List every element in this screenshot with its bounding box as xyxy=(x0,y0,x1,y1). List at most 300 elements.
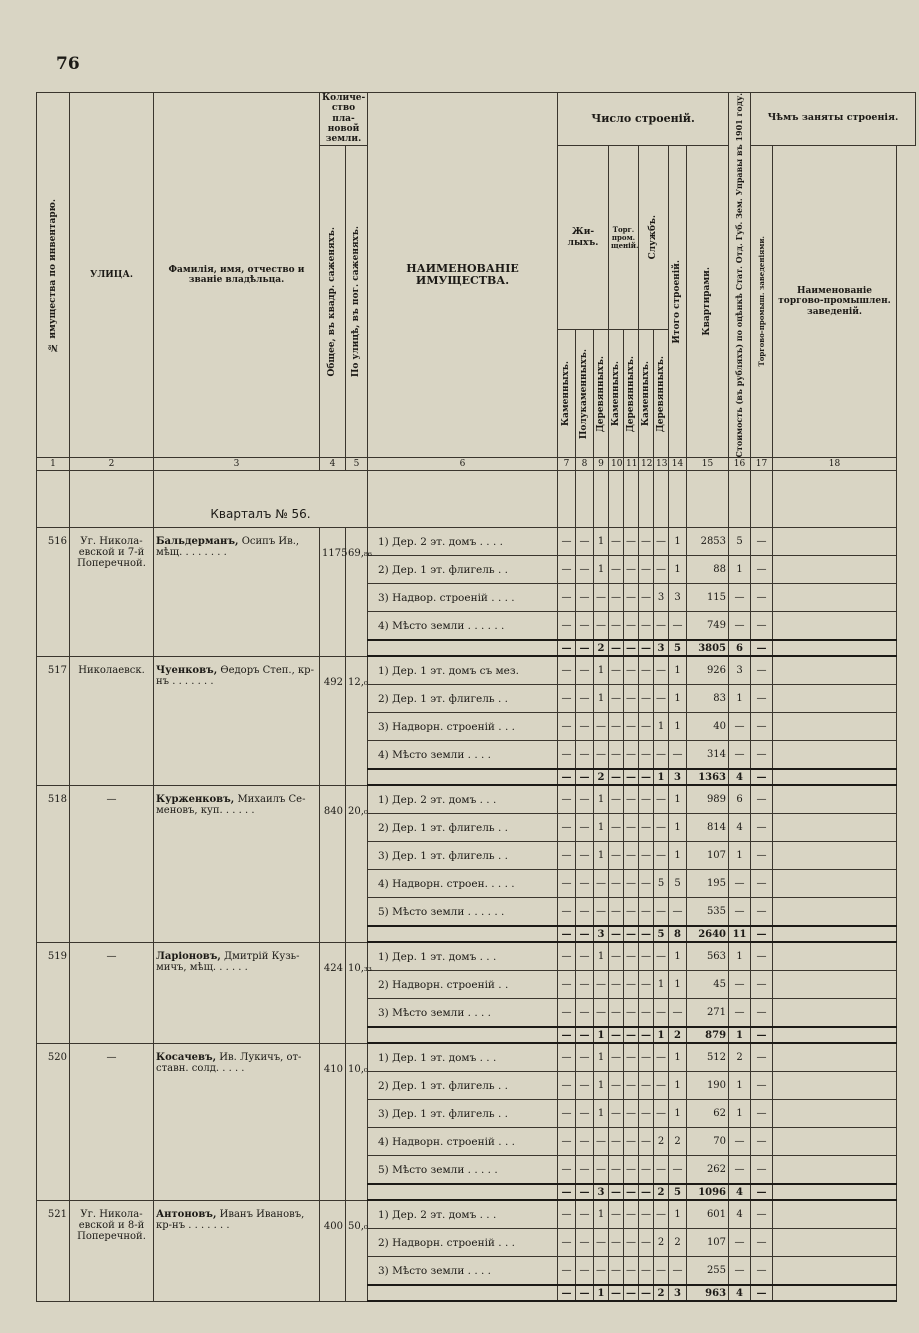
count-cell: — xyxy=(639,528,654,556)
count-cell: — xyxy=(558,556,576,584)
count-cell: 2 xyxy=(669,1128,687,1156)
count-cell: — xyxy=(576,1100,594,1128)
land-area: 424 xyxy=(320,942,346,1043)
count-cell: — xyxy=(624,1100,639,1128)
total-cell: — xyxy=(639,769,654,785)
count-cell: — xyxy=(558,1229,576,1257)
column-number: 9 xyxy=(594,458,609,471)
count-cell: — xyxy=(576,942,594,971)
page-number: 76 xyxy=(56,54,80,74)
property-name: 1) Дер. 1 эт. домъ . . . xyxy=(368,1043,558,1072)
total-cell: 1363 xyxy=(687,769,729,785)
header-owner: Фамилія, имя, отчество и званіе владѣльца. xyxy=(154,93,320,458)
count-cell: — xyxy=(609,612,624,641)
count-cell: 1 xyxy=(669,713,687,741)
count-cell: — xyxy=(751,1200,773,1229)
count-cell: — xyxy=(558,685,576,713)
count-cell: — xyxy=(654,1100,669,1128)
inventory-number: 516 xyxy=(37,528,70,657)
count-cell: — xyxy=(751,584,773,612)
total-blank xyxy=(368,1184,558,1200)
land-area: 410 xyxy=(320,1043,346,1200)
street-cell: — xyxy=(70,785,154,942)
trade-name-cell xyxy=(773,1200,897,1229)
total-trade-cell xyxy=(773,1184,897,1200)
count-cell: — xyxy=(576,814,594,842)
total-cell: — xyxy=(558,769,576,785)
count-cell: — xyxy=(751,814,773,842)
total-trade-cell xyxy=(773,1285,897,1301)
owner-surname: Ларіоновъ, xyxy=(156,950,221,962)
count-cell: — xyxy=(624,656,639,685)
count-cell: — xyxy=(654,656,669,685)
total-cell: — xyxy=(751,926,773,942)
count-cell: — xyxy=(639,971,654,999)
total-cell: 1096 xyxy=(687,1184,729,1200)
property-row xyxy=(37,1043,916,1072)
header-res-halfstone: Полукаменныхъ. xyxy=(576,330,594,458)
count-cell: — xyxy=(624,1229,639,1257)
trade-name-cell xyxy=(773,612,897,641)
trade-name-cell xyxy=(773,528,897,556)
total-blank xyxy=(368,1285,558,1301)
total-cell: 4 xyxy=(729,1184,751,1200)
count-cell: — xyxy=(751,1128,773,1156)
count-cell: — xyxy=(654,1257,669,1286)
count-cell: — xyxy=(751,842,773,870)
count-cell: — xyxy=(654,556,669,584)
header-property-name: НАИМЕНОВАНІЕ ИМУЩЕСТВА. xyxy=(368,93,558,458)
column-number: 6 xyxy=(368,458,558,471)
count-cell: — xyxy=(751,1072,773,1100)
header-occupied: Чѣмъ заняты строенія. xyxy=(751,93,916,146)
trade-name-cell xyxy=(773,713,897,741)
count-cell: 1 xyxy=(729,942,751,971)
count-cell: — xyxy=(576,999,594,1028)
count-cell: — xyxy=(594,898,609,927)
count-cell: — xyxy=(594,741,609,770)
total-cell: 3 xyxy=(669,1285,687,1301)
owner-cell xyxy=(154,785,320,942)
count-cell: — xyxy=(654,898,669,927)
count-cell: — xyxy=(729,584,751,612)
count-cell: 1 xyxy=(669,971,687,999)
count-cell: — xyxy=(609,1128,624,1156)
count-cell: — xyxy=(639,785,654,814)
count-cell: 1 xyxy=(729,1100,751,1128)
count-cell: 115 xyxy=(687,584,729,612)
owner-details: Дмитрій Кузь-мичъ, мѣщ. . . . . . xyxy=(156,950,300,973)
property-row xyxy=(37,656,916,685)
total-cell: 5 xyxy=(669,640,687,656)
total-cell: — xyxy=(609,640,624,656)
count-cell: — xyxy=(639,1072,654,1100)
count-cell: — xyxy=(609,741,624,770)
column-number: 14 xyxy=(669,458,687,471)
count-cell: — xyxy=(594,1229,609,1257)
owner-cell xyxy=(154,528,320,657)
total-cell: 2 xyxy=(594,640,609,656)
count-cell: — xyxy=(639,1200,654,1229)
count-cell: — xyxy=(558,1156,576,1185)
total-cell: 3 xyxy=(594,1184,609,1200)
total-cell: — xyxy=(609,769,624,785)
count-cell: — xyxy=(609,1100,624,1128)
count-cell: 1 xyxy=(594,814,609,842)
count-cell: — xyxy=(558,971,576,999)
total-cell: 5 xyxy=(654,926,669,942)
property-name: 1) Дер. 2 эт. домъ . . . . xyxy=(368,528,558,556)
header-trade-names: Наименованіе торгово-промышлен. заведеній. xyxy=(773,145,897,458)
column-number: 16 xyxy=(729,458,751,471)
count-cell: — xyxy=(624,741,639,770)
count-cell: — xyxy=(624,999,639,1028)
count-cell: — xyxy=(594,584,609,612)
count-cell: — xyxy=(751,556,773,584)
total-blank xyxy=(368,640,558,656)
count-cell: — xyxy=(558,999,576,1028)
count-cell: — xyxy=(639,1229,654,1257)
count-cell: — xyxy=(558,713,576,741)
count-cell: — xyxy=(624,1200,639,1229)
total-cell: — xyxy=(639,926,654,942)
count-cell: — xyxy=(576,1200,594,1229)
owner-details: Иванъ Ивановъ, кр-нъ . . . . . . . xyxy=(156,1208,305,1231)
count-cell: — xyxy=(576,528,594,556)
count-cell: 2 xyxy=(654,1128,669,1156)
header-trade: Торг. пром. щеній. xyxy=(609,145,639,330)
total-cell: 6 xyxy=(729,640,751,656)
count-cell: 83 xyxy=(687,685,729,713)
count-cell: 1 xyxy=(669,556,687,584)
count-cell: — xyxy=(729,1257,751,1286)
total-cell: — xyxy=(558,1285,576,1301)
trade-name-cell xyxy=(773,1043,897,1072)
count-cell: 601 xyxy=(687,1200,729,1229)
column-number: 3 xyxy=(154,458,320,471)
count-cell: — xyxy=(751,741,773,770)
count-cell: — xyxy=(639,1257,654,1286)
total-cell: 1 xyxy=(594,1027,609,1043)
count-cell: — xyxy=(576,1156,594,1185)
count-cell: — xyxy=(624,942,639,971)
count-cell: — xyxy=(624,814,639,842)
count-cell: — xyxy=(751,612,773,641)
count-cell: — xyxy=(639,656,654,685)
column-number: 13 xyxy=(654,458,669,471)
owner-details: Ив. Лукичъ, от-ставн. солд. . . . . xyxy=(156,1051,302,1074)
total-cell: — xyxy=(624,1027,639,1043)
count-cell: — xyxy=(624,528,639,556)
count-cell: — xyxy=(729,999,751,1028)
header-service: Службъ. xyxy=(639,145,669,330)
count-cell: — xyxy=(654,1200,669,1229)
count-cell: 1 xyxy=(669,528,687,556)
street-cell: Уг. Никола-евской и 7-й Поперечной. xyxy=(70,528,154,657)
count-cell: 4 xyxy=(729,1200,751,1229)
total-blank xyxy=(368,926,558,942)
count-cell: — xyxy=(609,971,624,999)
count-cell: — xyxy=(729,713,751,741)
trade-name-cell xyxy=(773,1100,897,1128)
count-cell: — xyxy=(624,612,639,641)
property-name: 4) Мѣсто земли . . . . . . xyxy=(368,612,558,641)
count-cell: — xyxy=(594,1156,609,1185)
count-cell: — xyxy=(751,971,773,999)
count-cell: — xyxy=(669,612,687,641)
count-cell: — xyxy=(654,999,669,1028)
owner-surname: Косачевъ, xyxy=(156,1051,217,1063)
count-cell: — xyxy=(751,1257,773,1286)
header-inventory-number: № имущества по инвентарю. xyxy=(37,93,70,458)
count-cell: — xyxy=(654,1072,669,1100)
count-cell: 1 xyxy=(669,942,687,971)
count-cell: — xyxy=(576,741,594,770)
table-header xyxy=(37,93,916,471)
property-name: 3) Дер. 1 эт. флигель . . xyxy=(368,1100,558,1128)
count-cell: 3 xyxy=(654,584,669,612)
property-name: 2) Надворн. строеній . . . xyxy=(368,1229,558,1257)
count-cell: 814 xyxy=(687,814,729,842)
count-cell: 1 xyxy=(669,685,687,713)
count-cell: 1 xyxy=(654,713,669,741)
count-cell: 1 xyxy=(669,785,687,814)
total-cell: — xyxy=(609,1027,624,1043)
count-cell: 563 xyxy=(687,942,729,971)
trade-name-cell xyxy=(773,870,897,898)
count-cell: 2853 xyxy=(687,528,729,556)
total-cell: 4 xyxy=(729,769,751,785)
property-name: 1) Дер. 1 эт. домъ . . . xyxy=(368,942,558,971)
count-cell: 255 xyxy=(687,1257,729,1286)
count-cell: 1 xyxy=(669,1200,687,1229)
count-cell: — xyxy=(654,1156,669,1185)
count-cell: — xyxy=(654,612,669,641)
count-cell: — xyxy=(576,656,594,685)
count-cell: — xyxy=(609,942,624,971)
trade-name-cell xyxy=(773,842,897,870)
total-cell: — xyxy=(639,1285,654,1301)
total-cell: — xyxy=(558,1184,576,1200)
inventory-number: 518 xyxy=(37,785,70,942)
trade-name-cell xyxy=(773,1229,897,1257)
count-cell: — xyxy=(594,612,609,641)
count-cell: — xyxy=(751,870,773,898)
street-frontage: 50,₀ xyxy=(346,1200,368,1301)
land-area: 1175 xyxy=(320,528,346,657)
owner-cell xyxy=(154,1043,320,1200)
quarter-title: Кварталъ № 56. xyxy=(154,471,368,528)
column-number: 18 xyxy=(773,458,897,471)
count-cell: 989 xyxy=(687,785,729,814)
count-cell: — xyxy=(669,1257,687,1286)
street-frontage: 10,₀ xyxy=(346,1043,368,1200)
count-cell: — xyxy=(751,1156,773,1185)
trade-name-cell xyxy=(773,584,897,612)
count-cell: — xyxy=(609,999,624,1028)
count-cell: — xyxy=(654,1043,669,1072)
count-cell: 5 xyxy=(729,528,751,556)
count-cell: — xyxy=(751,999,773,1028)
total-cell: — xyxy=(576,769,594,785)
count-cell: — xyxy=(576,713,594,741)
count-cell: — xyxy=(751,898,773,927)
property-name: 4) Мѣсто земли . . . . xyxy=(368,741,558,770)
count-cell: — xyxy=(558,898,576,927)
count-cell: — xyxy=(639,814,654,842)
count-cell: — xyxy=(729,898,751,927)
count-cell: — xyxy=(639,713,654,741)
property-row xyxy=(37,528,916,556)
total-cell: — xyxy=(639,1184,654,1200)
total-cell: 3805 xyxy=(687,640,729,656)
trade-name-cell xyxy=(773,999,897,1028)
trade-name-cell xyxy=(773,1128,897,1156)
count-cell: — xyxy=(558,1128,576,1156)
count-cell: 1 xyxy=(729,842,751,870)
count-cell: — xyxy=(594,1257,609,1286)
count-cell: 1 xyxy=(669,656,687,685)
total-cell: 2 xyxy=(654,1184,669,1200)
total-cell: — xyxy=(558,926,576,942)
count-cell: — xyxy=(639,1043,654,1072)
total-cell: — xyxy=(751,769,773,785)
total-cell: — xyxy=(751,1184,773,1200)
total-cell: — xyxy=(576,1027,594,1043)
count-cell: 1 xyxy=(594,1043,609,1072)
count-cell: — xyxy=(558,1043,576,1072)
count-cell: — xyxy=(576,842,594,870)
count-cell: — xyxy=(751,656,773,685)
count-cell: — xyxy=(624,870,639,898)
count-cell: 195 xyxy=(687,870,729,898)
count-cell: — xyxy=(558,870,576,898)
count-cell: — xyxy=(639,1100,654,1128)
trade-name-cell xyxy=(773,1072,897,1100)
count-cell: — xyxy=(558,785,576,814)
count-cell: — xyxy=(639,612,654,641)
total-cell: 1 xyxy=(729,1027,751,1043)
count-cell: — xyxy=(751,528,773,556)
count-cell: — xyxy=(576,685,594,713)
total-cell: 3 xyxy=(654,640,669,656)
count-cell: — xyxy=(576,1229,594,1257)
total-cell: — xyxy=(576,1184,594,1200)
count-cell: — xyxy=(609,556,624,584)
count-cell: — xyxy=(729,971,751,999)
land-area: 400 xyxy=(320,1200,346,1301)
count-cell: 5 xyxy=(669,870,687,898)
total-cell: — xyxy=(624,1184,639,1200)
table-body xyxy=(37,471,916,1302)
count-cell: 107 xyxy=(687,1229,729,1257)
count-cell: 3 xyxy=(669,584,687,612)
street-cell: — xyxy=(70,1043,154,1200)
count-cell: — xyxy=(729,612,751,641)
count-cell: — xyxy=(624,556,639,584)
trade-name-cell xyxy=(773,1257,897,1286)
count-cell: 88 xyxy=(687,556,729,584)
count-cell: — xyxy=(751,685,773,713)
count-cell: 535 xyxy=(687,898,729,927)
count-cell: — xyxy=(654,814,669,842)
count-cell: — xyxy=(576,898,594,927)
total-cell: 11 xyxy=(729,926,751,942)
count-cell: — xyxy=(609,1072,624,1100)
count-cell: — xyxy=(624,713,639,741)
header-service-stone: Каменныхъ. xyxy=(639,330,654,458)
count-cell: 749 xyxy=(687,612,729,641)
count-cell: — xyxy=(654,942,669,971)
property-name: 1) Дер. 2 эт. домъ . . . xyxy=(368,1200,558,1229)
count-cell: — xyxy=(729,870,751,898)
count-cell: — xyxy=(609,1257,624,1286)
total-cell: — xyxy=(624,1285,639,1301)
count-cell: — xyxy=(576,1128,594,1156)
total-trade-cell xyxy=(773,926,897,942)
owner-details: Өедоръ Степ., кр-нъ . . . . . . . xyxy=(156,664,314,687)
count-cell: — xyxy=(576,1072,594,1100)
owner-surname: Курженковъ, xyxy=(156,793,235,805)
count-cell: — xyxy=(639,741,654,770)
total-cell: — xyxy=(576,1285,594,1301)
header-frontage: По улицѣ, въ пог. саженяхъ. xyxy=(346,145,368,458)
count-cell: — xyxy=(624,685,639,713)
inventory-table xyxy=(36,92,916,1302)
total-cell: 3 xyxy=(669,769,687,785)
owner-details: Осипъ Ив., мѣщ. . . . . . . . xyxy=(156,536,300,559)
property-row xyxy=(37,1200,916,1229)
count-cell: 1 xyxy=(594,556,609,584)
count-cell: — xyxy=(594,870,609,898)
header-trade-establishments: Торгово-промыш. заведеніями. xyxy=(751,145,773,458)
total-blank xyxy=(368,1027,558,1043)
count-cell: — xyxy=(558,842,576,870)
count-cell: — xyxy=(558,656,576,685)
total-cell: — xyxy=(576,640,594,656)
trade-name-cell xyxy=(773,1156,897,1185)
count-cell: — xyxy=(729,741,751,770)
count-cell: 1 xyxy=(594,1100,609,1128)
total-cell: 1 xyxy=(654,1027,669,1043)
property-row xyxy=(37,942,916,971)
count-cell: — xyxy=(609,870,624,898)
count-cell: — xyxy=(558,1257,576,1286)
count-cell: — xyxy=(609,1229,624,1257)
count-cell: — xyxy=(624,1043,639,1072)
count-cell: — xyxy=(751,1100,773,1128)
total-cell: 2 xyxy=(654,1285,669,1301)
count-cell: 190 xyxy=(687,1072,729,1100)
count-cell: 1 xyxy=(669,1072,687,1100)
count-cell: — xyxy=(624,1156,639,1185)
count-cell: — xyxy=(639,1156,654,1185)
count-cell: — xyxy=(751,713,773,741)
column-number-row xyxy=(37,458,916,471)
count-cell: 1 xyxy=(594,785,609,814)
count-cell: — xyxy=(609,785,624,814)
count-cell: — xyxy=(654,785,669,814)
count-cell: — xyxy=(639,685,654,713)
total-cell: 1 xyxy=(654,769,669,785)
header-res-wooden: Деревянныхъ. xyxy=(594,330,609,458)
trade-name-cell xyxy=(773,785,897,814)
owner-details: Михаилъ Се-меновъ, куп. . . . . . xyxy=(156,793,306,816)
total-trade-cell xyxy=(773,640,897,656)
count-cell: — xyxy=(751,1229,773,1257)
count-cell: — xyxy=(624,785,639,814)
count-cell: 2 xyxy=(729,1043,751,1072)
